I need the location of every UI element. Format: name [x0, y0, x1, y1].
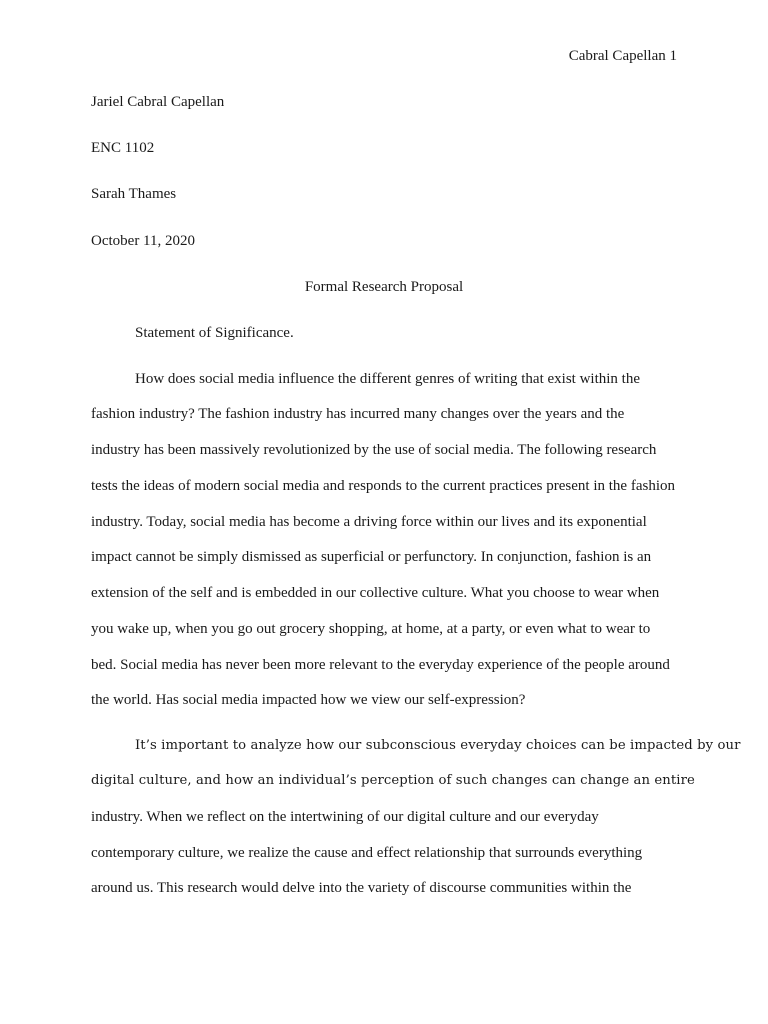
paragraph-1-line: fashion industry? The fashion industry has incurred many changes over the years and the	[91, 406, 625, 422]
paragraph-1-line: bed. Social media has never been more relevant to the everyday experience of the people around	[91, 657, 670, 673]
paragraph-1-line: you wake up, when you go out grocery shopping, at home, at a party, or even what to wear to	[91, 621, 651, 637]
paragraph-1-line: the world. Has social media impacted how we view our self-expression?	[91, 692, 526, 708]
paragraph-1-line: tests the ideas of modern social media and responds to the current practices present in the fashion	[91, 478, 675, 494]
paragraph-2-line: around us. This research would delve into the variety of discourse communities within the	[91, 880, 632, 896]
document-title: Formal Research Proposal	[304, 279, 464, 295]
instructor-name: Sarah Thames	[91, 186, 177, 202]
paragraph-1-line: extension of the self and is embedded in our collective culture. What you choose to wear when	[91, 585, 660, 601]
running-head: Cabral Capellan 1	[568, 48, 677, 64]
document-date: October 11, 2020	[91, 233, 196, 249]
paragraph-2-line: digital culture, and how an individual’s perception of such changes can change an entire	[91, 773, 695, 788]
author-name: Jariel Cabral Capellan	[91, 94, 225, 110]
course-code: ENC 1102	[91, 140, 155, 156]
paragraph-2-line: industry. When we reflect on the intertwining of our digital culture and our everyday	[91, 809, 599, 825]
paragraph-1-line: industry. Today, social media has become a driving force within our lives and its exponential	[91, 514, 647, 530]
paragraph-1-line: industry has been massively revolutionized by the use of social media. The following research	[91, 442, 657, 458]
paragraph-2-line: It’s important to analyze how our subconscious everyday choices can be impacted by our	[135, 738, 741, 753]
paragraph-1-line: How does social media influence the different genres of writing that exist within the	[135, 371, 640, 387]
paragraph-1-line: impact cannot be simply dismissed as superficial or perfunctory. In conjunction, fashion is an	[91, 549, 652, 565]
section-heading: Statement of Significance.	[135, 325, 294, 341]
paragraph-2-line: contemporary culture, we realize the cause and effect relationship that surrounds everything	[91, 845, 643, 861]
